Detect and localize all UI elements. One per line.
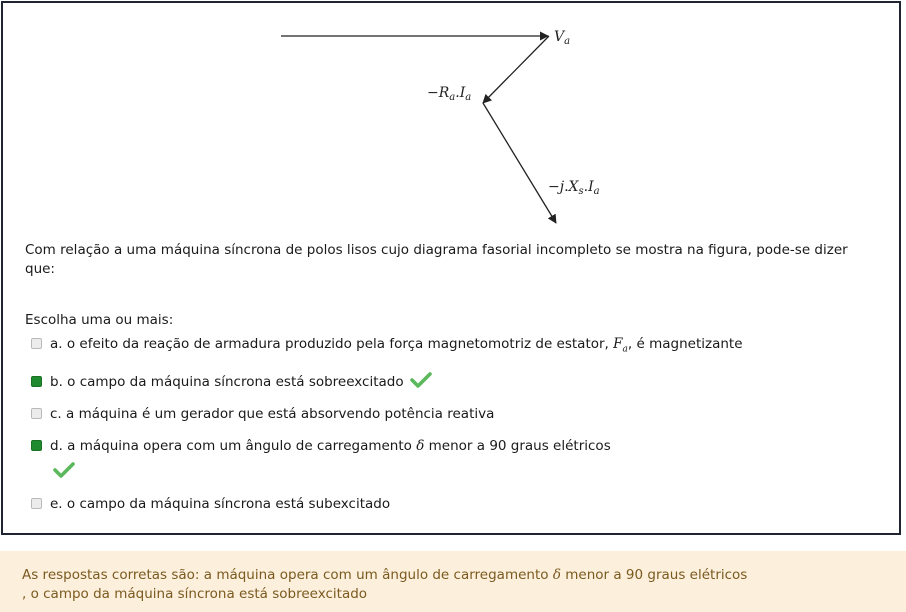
checkbox-b[interactable]	[31, 376, 42, 387]
choose-prompt: Escolha uma ou mais:	[25, 312, 174, 328]
option-c[interactable]	[31, 404, 494, 424]
option-a-label: a. o efeito da reação de armadura produzido pela força magnetomotriz de estator, $F_a$, é magnetizante	[50, 336, 743, 355]
option-d-label: d. a máquina opera com um ângulo de carregamento δ menor a 90 graus elétricos	[50, 438, 611, 454]
option-e-label: e. o campo da máquina síncrona está subexcitado	[50, 496, 391, 512]
label-va: $V_a$	[554, 29, 571, 47]
correct-check-icon	[53, 462, 75, 478]
checkbox-c[interactable]	[31, 408, 42, 419]
jxs-ia-phasor	[483, 103, 556, 223]
option-d[interactable]	[31, 436, 611, 456]
option-c-label: c. a máquina é um gerador que está absorvendo potência reativa	[50, 406, 495, 422]
option-b-label: b. o campo da máquina síncrona está sobreexcitado	[50, 374, 404, 390]
phasor-diagram	[3, 3, 903, 239]
correct-answers-text: As respostas corretas são: a máquina opera com um ângulo de carregamento δ menor a 90 graus elétricos , o campo da máquina síncrona está sobreexcitado	[22, 567, 748, 602]
checkbox-e[interactable]	[31, 498, 42, 509]
option-b[interactable]	[31, 372, 432, 392]
correct-check-icon	[410, 372, 432, 388]
label-ra-ia: $-R_a.I_a$	[427, 85, 472, 103]
feedback-panel	[0, 551, 906, 612]
question-box	[1, 1, 901, 535]
option-e[interactable]	[31, 494, 390, 514]
checkbox-d[interactable]	[31, 440, 42, 451]
ra-ia-phasor	[483, 36, 549, 103]
question-text: Com relação a uma máquina síncrona de polos lisos cujo diagrama fasorial incompleto se mostra na figura, pode-se dizer que:	[25, 242, 848, 277]
checkbox-a[interactable]	[31, 338, 42, 349]
option-a[interactable]	[31, 334, 743, 360]
label-jxs-ia: $-j.X_s.I_a$	[548, 179, 600, 197]
